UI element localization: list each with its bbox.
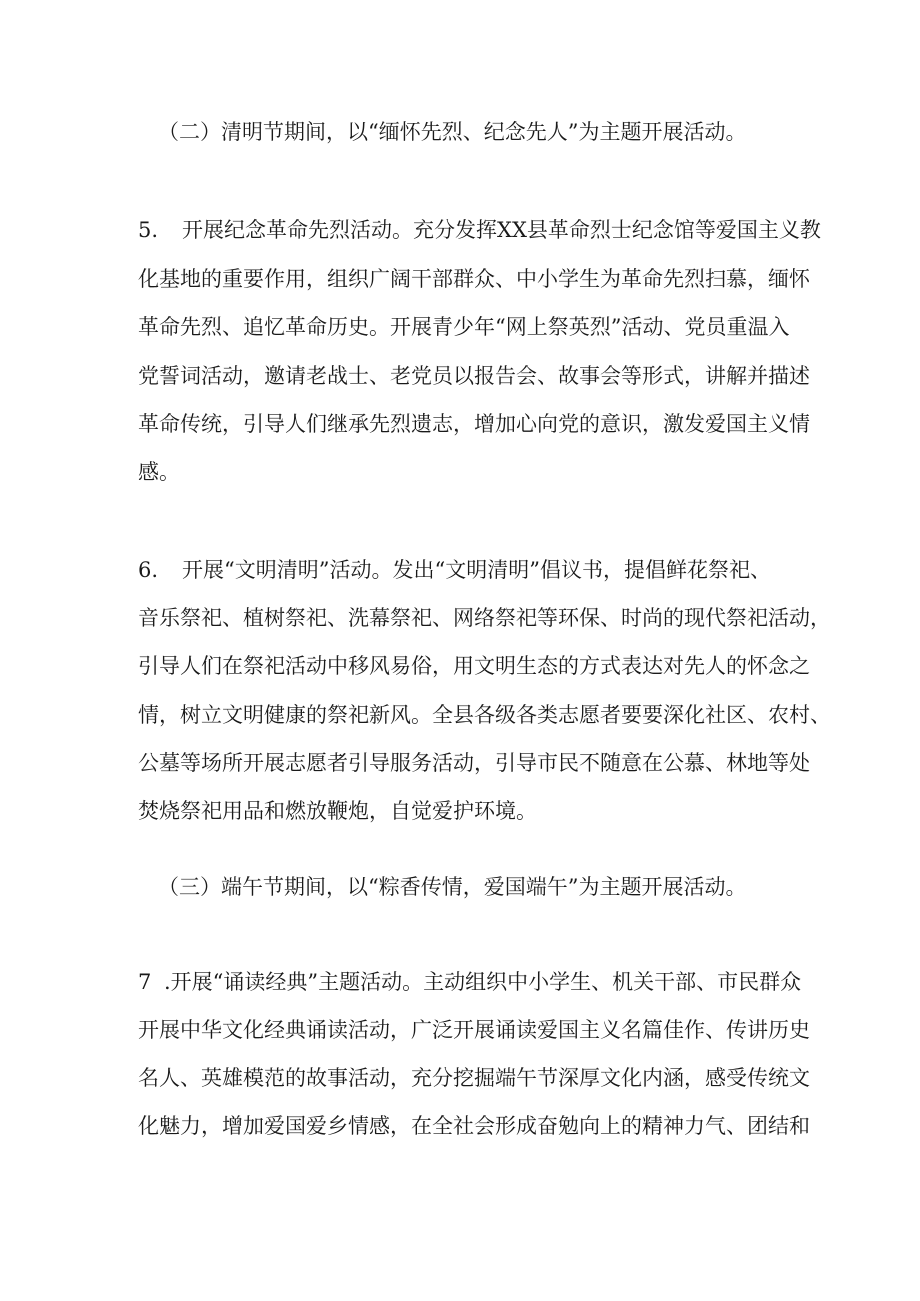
item-7-line-2: 开展中华文化经典诵读活动，广泛开展诵读爱国主义名篇佳作、传讲历史 [138,1018,810,1042]
item-6-number: 6. [138,558,159,582]
item-5-line-1 [138,216,821,244]
item-5-line-6: 感。 [138,460,180,484]
item-6-line-4: 情，树立文明健康的祭祀新风。全县各级各类志愿者要要深化社区、农村、 [138,703,831,727]
item-7-line-3: 名人、英雄模范的故事活动，充分挖掘端午节深厚文化内涵，感受传统文 [138,1066,810,1090]
item-7-text: .开展“诵读经典”主题活动。主动组织中小学生、机关干部、市民群众 [164,970,802,994]
item-5-line-4: 党誓词活动，邀请老战士、老党员以报告会、故事会等形式，讲解并描述 [138,364,810,388]
item-5-line-5: 革命传统，引导人们继承先烈遗志，增加心向党的意识，激发爱国主义情 [138,412,810,436]
item-5-text: 开展纪念革命先烈活动。充分发挥XX县革命烈士纪念馆等爱国主义教 [182,218,821,242]
item-5-number: 5. [138,218,159,242]
item-7-number: 7 [138,970,152,994]
item-5-line-2: 化基地的重要作用，组织广阔干部群众、中小学生为革命先烈扫慕，缅怀 [138,267,810,291]
item-6-text: 开展“文明清明”活动。发出“文明清明”倡议书，提倡鲜花祭祀、 [182,558,771,582]
item-6-line-5: 公墓等场所开展志愿者引导服务活动，引导市民不随意在公慕、林地等处 [138,751,810,775]
item-6-line-1 [138,556,771,584]
item-7-line-4: 化魅力，增加爱国爱乡情感，在全社会形成奋勉向上的精神力气、团结和 [138,1114,810,1138]
section-heading-qingming: （二）清明节期间，以“缅怀先烈、纪念先人”为主题开展活动。 [158,120,747,144]
section-heading-duanwu: （三）端午节期间，以“粽香传情，爱国端午”为主题开展活动。 [158,875,747,899]
item-6-line-2: 音乐祭祀、植树祭祀、洗幕祭祀、网络祭祀等环保、时尚的现代祭祀活动， [138,606,831,630]
item-6-line-3: 引导人们在祭祀活动中移风易俗，用文明生态的方式表达对先人的怀念之 [138,654,810,678]
item-6-line-6: 焚烧祭祀用品和燃放鞭炮，自觉爱护环境。 [138,799,537,823]
item-7-line-1 [138,968,801,996]
item-5-line-3: 革命先烈、追忆革命历史。开展青少年“网上祭英烈”活动、党员重温入 [138,315,790,339]
